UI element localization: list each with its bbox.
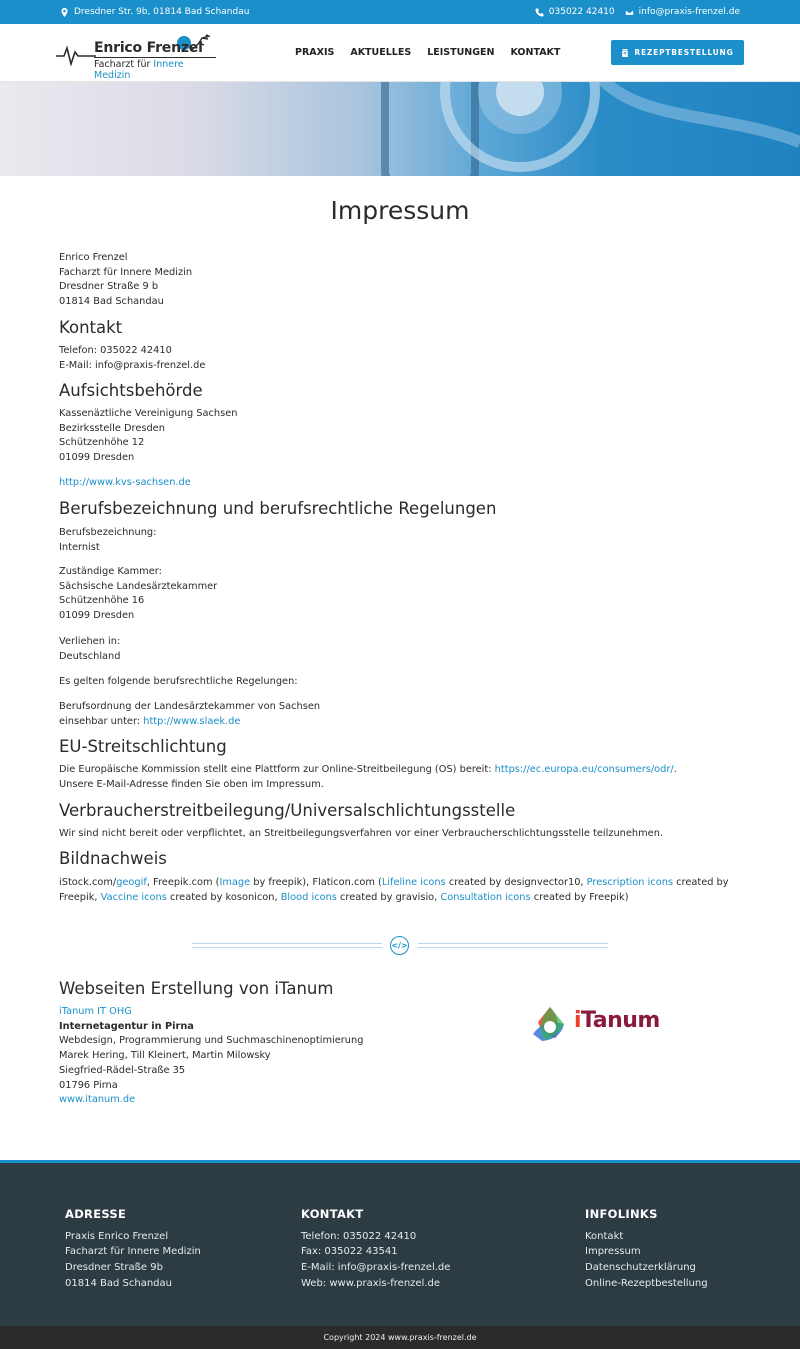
itanum-triangle-icon	[530, 1004, 570, 1044]
aufsicht-line: Kassenäztliche Vereinigung Sachsen	[59, 408, 238, 419]
stethoscope-image	[0, 82, 800, 176]
nav-item-aktuelles[interactable]: AKTUELLES	[350, 47, 412, 58]
nav-item-kontakt[interactable]: KONTAKT	[510, 47, 561, 58]
itanum-agency: Internetagentur in Pirna	[59, 1020, 194, 1032]
kvs-link[interactable]: http://www.kvs-sachsen.de	[59, 477, 191, 488]
blood-icons-link[interactable]: Blood icons	[280, 891, 337, 903]
footer-link-datenschutz[interactable]: Datenschutzerklärung	[585, 1262, 696, 1274]
beruf-p2	[59, 565, 741, 624]
beruf-line: Zuständige Kammer:	[59, 566, 162, 577]
image-link[interactable]: Image	[219, 877, 251, 888]
bild-text: Freepik,	[59, 891, 101, 903]
bild-text: created by designvector10,	[445, 877, 587, 888]
intro-line: Enrico Frenzel	[59, 252, 128, 263]
bild-text: created by gravisio,	[336, 891, 441, 903]
envelope-icon	[625, 8, 634, 17]
eu-heading: EU-Streitschlichtung	[59, 737, 227, 756]
top-bar-address	[60, 7, 249, 17]
aufsicht-line: Bezirksstelle Dresden	[59, 422, 165, 434]
divider-line-left	[192, 947, 382, 948]
geogif-link[interactable]: geogif	[116, 877, 147, 888]
itanum-line: Marek Hering, Till Kleinert, Martin Milowsky	[59, 1050, 271, 1062]
itanum-logo[interactable]	[530, 1004, 680, 1044]
footer-contact-phone[interactable]: Telefon: 035022 42410	[301, 1230, 417, 1242]
bild-line	[59, 876, 741, 891]
nav-item-leistungen[interactable]: LEISTUNGEN	[427, 47, 495, 58]
slaek-link[interactable]: http://www.slaek.de	[143, 715, 241, 727]
footer-link-kontakt[interactable]: Kontakt	[585, 1230, 624, 1242]
nav-item-praxis[interactable]: PRAXIS	[295, 47, 335, 58]
itanum-line: Webdesign, Programmierung und Suchmaschinenoptimierung	[59, 1035, 364, 1047]
aufsicht-block	[59, 407, 741, 466]
eu-text-suffix: .	[673, 764, 677, 775]
itanum-logo-text	[574, 1008, 660, 1033]
footer-contact-fax: Fax: 035022 43541	[301, 1246, 398, 1258]
itanum-logo-rest: Tanum	[581, 1008, 660, 1033]
kontakt-block	[59, 344, 741, 373]
phone-icon	[535, 8, 544, 17]
footer-address-line: Facharzt für Innere Medizin	[65, 1246, 201, 1258]
eu-line	[59, 763, 741, 778]
beruf-line: Schützenhöhe 16	[59, 595, 145, 607]
eu-text: Die Europäische Kommission stellt eine Plattform zur Online-Streitbeilegung (OS) bereit:	[59, 764, 492, 775]
top-bar-phone-text: 035022 42410	[548, 7, 615, 17]
code-icon: </>	[390, 936, 409, 955]
kontakt-phone: Telefon: 035022 42410	[59, 345, 172, 356]
divider-line-left	[192, 943, 382, 944]
top-bar	[0, 0, 800, 24]
odr-link[interactable]: https://ec.europa.eu/consumers/odr/	[494, 764, 674, 775]
lifeline-icons-link[interactable]: Lifeline icons	[381, 877, 446, 888]
footer-address-line: 01814 Bad Schandau	[65, 1277, 172, 1289]
divider-line-right	[418, 943, 608, 944]
beruf-line: Sächsische Landesärztekammer	[59, 580, 218, 592]
eu-line: Unsere E-Mail-Adresse finden Sie oben im Impressum.	[59, 778, 324, 790]
rezeptbestellung-button[interactable]	[611, 40, 744, 65]
beruf-line	[59, 715, 741, 730]
footer-address-line: Dresdner Straße 9b	[65, 1262, 163, 1274]
logo-subtitle-prefix: Facharzt für	[94, 59, 151, 70]
beruf-line: Deutschland	[59, 650, 121, 662]
kontakt-heading: Kontakt	[59, 318, 123, 337]
site-header	[0, 24, 800, 82]
logo-underline	[94, 57, 216, 58]
prescription-icons-link[interactable]: Prescription icons	[586, 877, 674, 888]
beruf-line: Verliehen in:	[59, 636, 121, 647]
intro-line: 01814 Bad Schandau	[59, 296, 164, 308]
top-bar-address-text: Dresdner Str. 9b, 01814 Bad Schandau	[74, 7, 250, 17]
footer-address-title: ADRESSE	[65, 1207, 127, 1221]
bild-heading: Bildnachweis	[59, 849, 167, 868]
beruf-line: Berufsbezeichnung:	[59, 527, 157, 538]
intro-block	[59, 251, 741, 310]
rezeptbestellung-label: REZEPTBESTELLUNG	[634, 48, 734, 57]
kontakt-email: E-Mail: info@praxis-frenzel.de	[59, 359, 206, 371]
itanum-logo-i: i	[574, 1008, 582, 1033]
beruf-p5	[59, 700, 741, 729]
beruf-p3	[59, 635, 741, 664]
hero-banner	[0, 82, 800, 176]
map-pin-icon	[60, 8, 69, 17]
bild-text: created by kosonicon,	[166, 891, 281, 903]
top-bar-email[interactable]	[625, 7, 740, 17]
eu-block	[59, 763, 741, 792]
beruf-line: 01099 Dresden	[59, 610, 135, 622]
beruf-p4: Es gelten folgende berufsrechtliche Regelungen:	[59, 676, 298, 687]
consultation-icons-link[interactable]: Consultation icons	[440, 891, 531, 903]
beruf-line: Internist	[59, 541, 100, 553]
logo-subtitle	[94, 59, 216, 81]
itanum-line: Siegfried-Rädel-Straße 35	[59, 1064, 186, 1076]
prescription-icon	[621, 49, 629, 57]
bild-text: created by	[673, 877, 729, 888]
logo-name: Enrico Frenzel	[94, 40, 203, 56]
logo-subtitle-highlight: Innere Medizin	[94, 59, 184, 81]
intro-line: Dresdner Straße 9 b	[59, 281, 159, 293]
footer-address	[65, 1207, 201, 1292]
footer-contact-title: KONTAKT	[301, 1207, 364, 1221]
vaccine-icons-link[interactable]: Vaccine icons	[100, 891, 167, 903]
top-bar-phone[interactable]	[535, 7, 615, 17]
bild-text: by freepik), Flaticon.com (	[250, 877, 382, 888]
page-title: Impressum	[330, 196, 470, 225]
footer-contact-email[interactable]: E-Mail: info@praxis-frenzel.de	[301, 1262, 451, 1274]
aufsicht-line: Schützenhöhe 12	[59, 437, 145, 449]
aufsicht-line: 01099 Dresden	[59, 452, 135, 464]
verbraucher-text: Wir sind nicht bereit oder verpflichtet, an Streitbeilegungsverfahren vor einer Verbraucherschlichtungsstelle teilzunehmen.	[59, 828, 664, 839]
section-divider	[192, 936, 608, 956]
beruf-heading: Berufsbezeichnung und berufsrechtliche Regelungen	[59, 499, 497, 518]
bild-text: created by Freepik)	[530, 891, 629, 903]
beruf-p1	[59, 526, 741, 555]
footer-link-rezeptbestellung[interactable]: Online-Rezeptbestellung	[585, 1277, 708, 1289]
footer-infolinks-title: INFOLINKS	[585, 1207, 658, 1221]
bild-line	[59, 891, 741, 906]
site-footer	[0, 1160, 800, 1326]
site-logo[interactable]	[56, 32, 216, 81]
itanum-web-link[interactable]: www.itanum.de	[59, 1094, 136, 1106]
footer-contact	[301, 1207, 450, 1292]
itanum-line: 01796 Pirna	[59, 1079, 118, 1091]
itanum-company-link[interactable]: iTanum IT OHG	[59, 1006, 132, 1017]
aufsicht-heading: Aufsichtsbehörde	[59, 381, 203, 400]
copyright-bar: Copyright 2024 www.praxis-frenzel.de	[0, 1326, 800, 1349]
footer-link-impressum[interactable]: Impressum	[585, 1246, 641, 1258]
bild-text: iStock.com/	[59, 877, 117, 888]
divider-line-right	[418, 947, 608, 948]
heartbeat-icon	[56, 44, 96, 66]
beruf-p5-prefix: einsehbar unter:	[59, 715, 141, 727]
top-bar-email-text: info@praxis-frenzel.de	[638, 7, 740, 17]
itanum-heading: Webseiten Erstellung von iTanum	[59, 979, 334, 998]
footer-infolinks	[585, 1207, 708, 1292]
verbraucher-heading: Verbraucherstreitbeilegung/Universalschlichtungsstelle	[59, 801, 516, 820]
intro-line: Facharzt für Innere Medizin	[59, 266, 193, 278]
beruf-line: Berufsordnung der Landesärztekammer von Sachsen	[59, 701, 321, 712]
bild-block	[59, 876, 741, 905]
main-nav	[295, 47, 560, 58]
footer-address-line: Praxis Enrico Frenzel	[65, 1230, 169, 1242]
bild-text: , Freepik.com (	[146, 877, 220, 888]
footer-contact-web[interactable]: Web: www.praxis-frenzel.de	[301, 1277, 441, 1289]
